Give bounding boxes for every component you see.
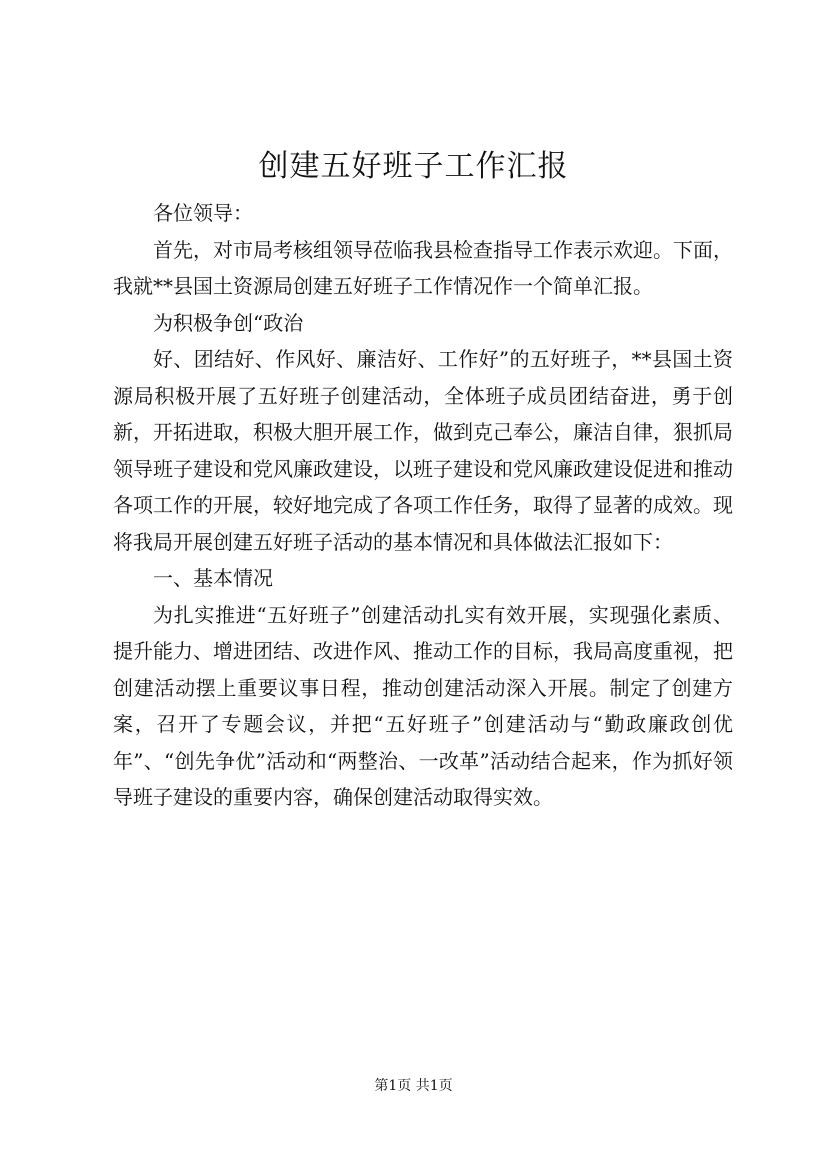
salutation-paragraph: 各位领导： (153, 201, 253, 225)
document-title: 创建五好班子工作汇报 (258, 149, 569, 184)
opening-paragraph: 首先，对市局考核组领导莅临我县检查指导工作表示欢迎。下面，我就**县国土资源局创建五好班子工作情况作一个简单汇报。 (113, 237, 733, 298)
section-heading-basic-situation: 一、基本情况 (153, 566, 273, 590)
intro-fragment-paragraph: 为积极争创“政治 (153, 310, 304, 335)
overview-paragraph: 好、团结好、作风好、廉洁好、工作好”的五好班子，**县国土资源局积极开展了五好班子创建活动，全体班子成员团结奋进，勇于创新，开拓进取，积极大胆开展工作，做到克己奉公，廉洁自律，狠抓局领导班子建设和党风廉政建设，以班子建设和党风廉政建设促进和推动各项工作的开展，较好地完成了各项工作任务，取得了显著的成效。现将我局开展创建五好班子活动的基本情况和具体做法汇报如下： (113, 347, 733, 554)
page-number-footer: 第1页 共1页 (374, 1078, 453, 1094)
document-body (113, 195, 733, 816)
basic-situation-paragraph: 为扎实推进“五好班子”创建活动扎实有效开展，实现强化素质、提升能力、增进团结、改进作风、推动工作的目标，我局高度重视，把创建活动摆上重要议事日程，推动创建活动深入开展。制定了创建方案，召开了专题会议，并把“五好班子”创建活动与“勤政廉政创优年”、“创先争优”活动和“两整治、一改革”活动结合起来，作为抓好领导班子建设的重要内容，确保创建活动取得实效。 (113, 602, 733, 809)
